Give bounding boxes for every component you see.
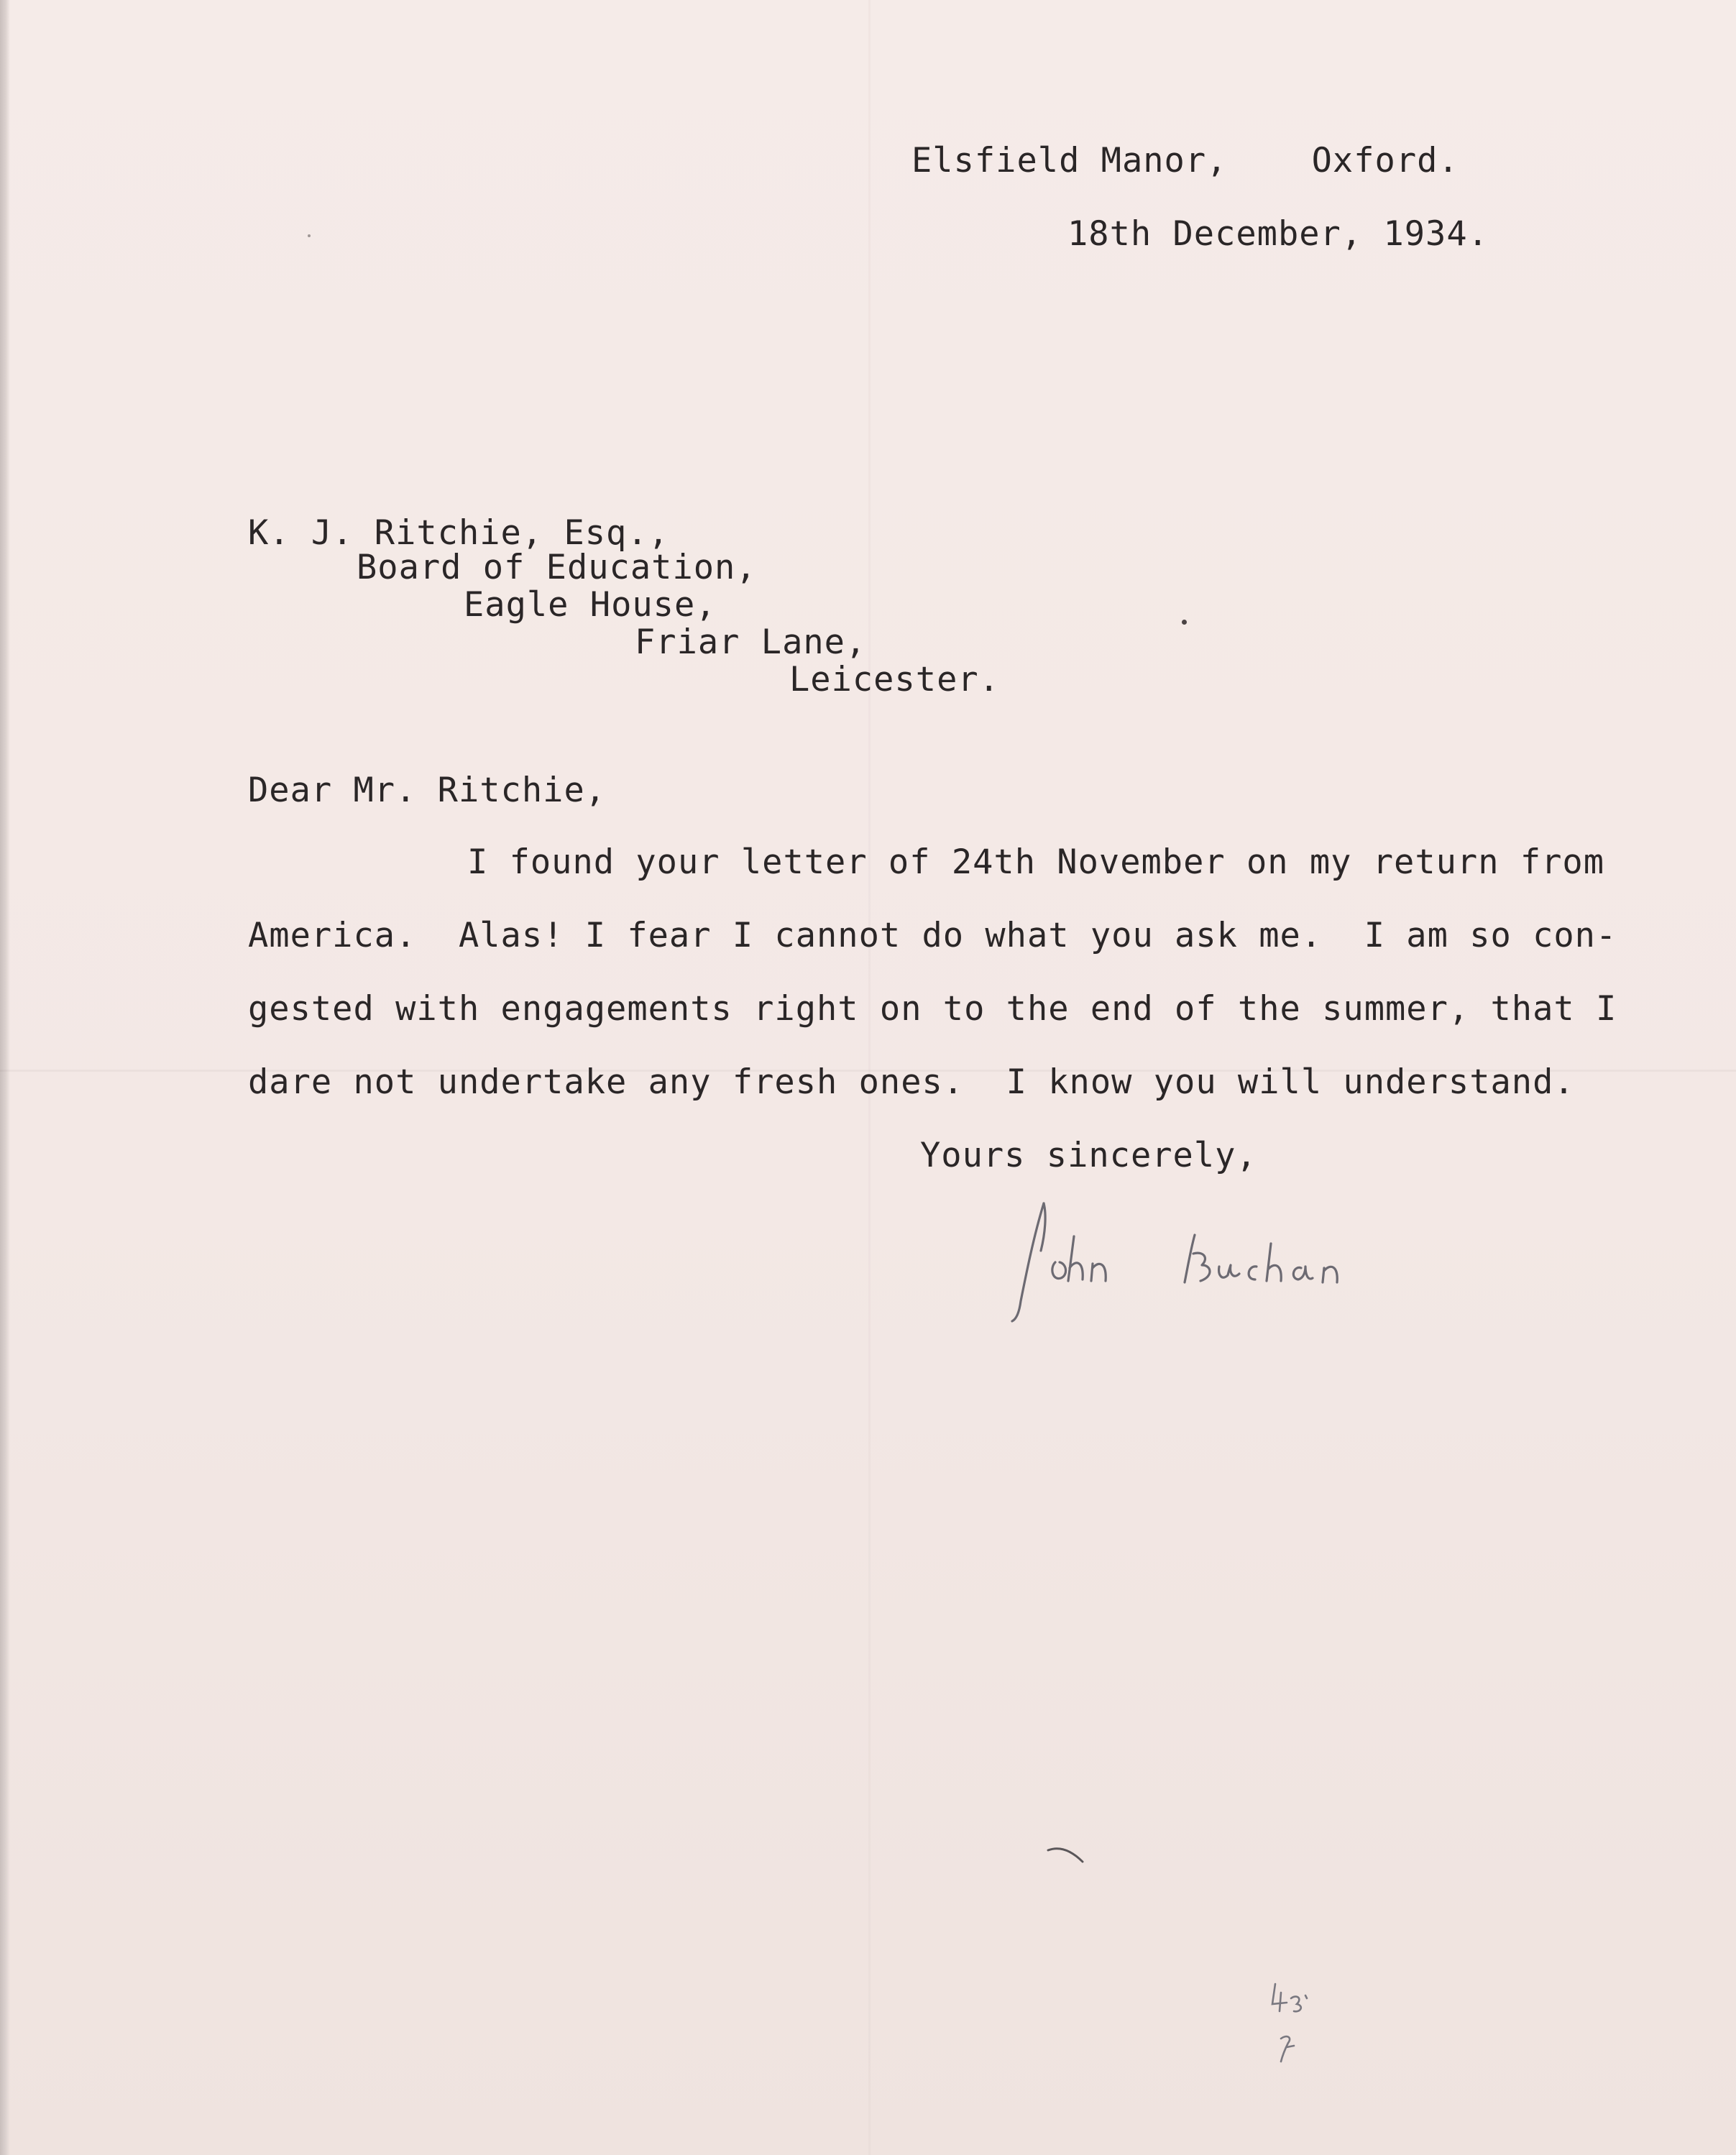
signature-icon (999, 1193, 1430, 1330)
ink-speck (1182, 620, 1187, 625)
ink-speck (308, 234, 311, 237)
sender-address: Elsfield Manor, Oxford. (911, 141, 1459, 180)
paper-edge (0, 0, 10, 2155)
recipient-line-3: Friar Lane, (635, 622, 867, 662)
recipient-name: K. J. Ritchie, Esq., (248, 513, 669, 553)
recipient-line-4: Leicester. (789, 660, 1000, 699)
body-line-3: gested with engagements right on to the end of the summer, that I (248, 989, 1617, 1029)
pencil-mark-icon (1042, 1840, 1100, 1869)
body-line-2: America. Alas! I fear I cannot do what you ask me. I am so con- (248, 916, 1617, 955)
body-line-1: I found your letter of 24th November on my return from (467, 842, 1605, 882)
closing: Yours sincerely, (920, 1136, 1257, 1175)
archival-note-icon (1265, 1977, 1315, 2070)
letter-date: 18th December, 1934. (1067, 214, 1489, 254)
salutation: Dear Mr. Ritchie, (248, 771, 607, 810)
body-line-4: dare not undertake any fresh ones. I know you will understand. (248, 1062, 1575, 1102)
recipient-line-2: Eagle House, (464, 585, 717, 625)
recipient-line-1: Board of Education, (357, 548, 757, 587)
